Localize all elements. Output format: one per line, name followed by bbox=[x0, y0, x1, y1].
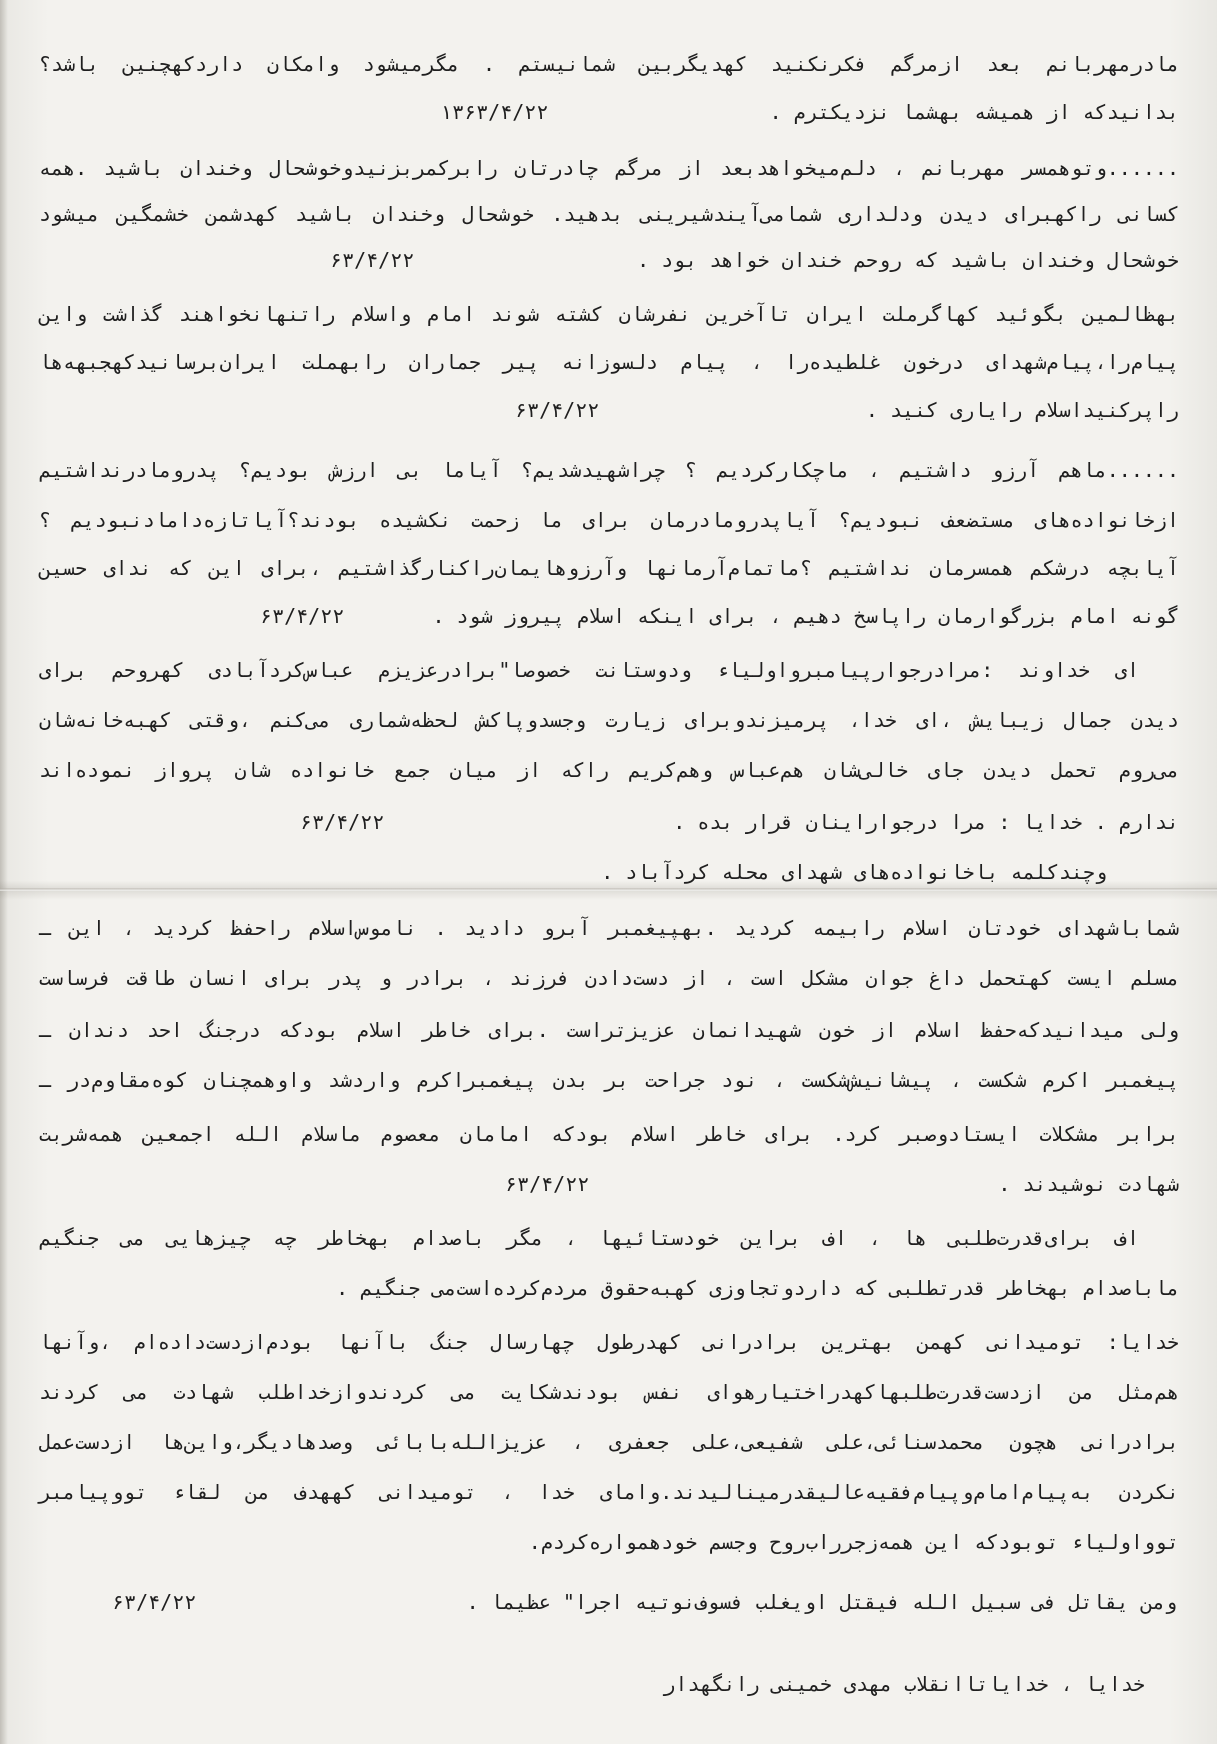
letter-line-26: خدایا: تومیدانی کهمن بهترین برادرانی کهدرطول چهارسال جنگ باآنها بودم‌ازدست‌داده‌ام ،وآنها bbox=[39, 1330, 1179, 1354]
date-stamp-2: ۶۳/۴/۲۲ bbox=[330, 248, 415, 272]
letter-line-17: وچندکلمه باخانواده‌های شهدای محله کردآباد . bbox=[601, 860, 1107, 884]
letter-line-6: بهظالمین بگوئید کهاگرملت ایران تاآخرین نفرشان کشته شوند امام واسلام راتنهانخواهند گذاشت واین bbox=[39, 302, 1179, 326]
date-stamp-6: ۶۳/۴/۲۲ bbox=[505, 1172, 590, 1196]
letter-line-5: خوشحال وخندان باشید که روحم خندان خواهد بود . bbox=[637, 248, 1179, 272]
letter-line-27: هم‌مثل من ازدست‌قدرت‌طلبهاکهدراختیارهوای نفس بودندشکایت می کردندوازخداطلب شهادت می کردند bbox=[39, 1380, 1179, 1404]
paper-fold-crease bbox=[0, 888, 1217, 891]
letter-line-14: دیدن جمال زیبایش ،ای خدا، پرمیزندوبرای زیارت وجسدوپاکش لحظه‌شماری می‌کنم ،وقتی کهبه‌خانه‌شان bbox=[39, 708, 1179, 732]
letter-line-2: بدانیدکه از همیشه بهشما نزدیکترم . bbox=[769, 100, 1179, 124]
letter-line-21: پیغمبر اکرم شکست ، پیشانیش‌شکست ، نود جراحت بر بدن پیغمبراکرم واردشد واوهمچنان کوه‌مقاوم‌در ـ bbox=[39, 1068, 1179, 1092]
letter-line-18: شماباشهدای خودتان اسلام رابیمه کردید .بهپیغمبر آبرو دادید . ناموس‌اسلام راحفظ کردید ، این ـ bbox=[39, 916, 1179, 940]
letter-line-13: ای خداوند :مرادرجوارپیامبرواولیاء ودوستانت خصوصا"برادرعزیزم عباس‌کردآبادی کهروحم برای bbox=[39, 658, 1139, 682]
letter-line-28: برادرانی هچون محمدسنائی،علی شفیعی،علی جعفری ، عزیزالله‌بابائی وصدهادیگر،واین‌ها ازدست‌عمل bbox=[39, 1430, 1179, 1454]
letter-line-11: آیابچه درشکم همسرمان نداشتیم ؟ماتمام‌آرمانها وآرزوهایمان‌راکنارگذاشتیم ،برای این که ندای حسین bbox=[39, 556, 1179, 580]
letter-line-31: ومن یقاتل فی سبیل الله فیقتل اویغلب فسوف‌نوتیه اجرا" عظیما . bbox=[466, 1590, 1177, 1614]
date-stamp-7: ۶۳/۴/۲۲ bbox=[112, 1590, 197, 1614]
closing-prayer-line: خدایا ، خدایاتاانقلاب مهدی خمینی رانگهدار bbox=[663, 1672, 1145, 1696]
letter-line-20: ولی میدانیدکه‌حفظ اسلام از خون شهیدانمان عزیزتراست .برای خاطر اسلام بودکه درجنگ احد دندان ـ bbox=[39, 1018, 1179, 1042]
letter-line-24: اف برای‌قدرت‌طلبی ها ، اف براین خودستائیها ، مگر باصدام بهخاطر چه چیزهایی می جنگیم bbox=[39, 1226, 1139, 1250]
letter-line-25: ماباصدام بهخاطر قدرتطلبی که داردوتجاوزی کهبه‌حقوق مردم‌کرده‌است‌می جنگیم . bbox=[336, 1276, 1179, 1300]
letter-line-12: گونه امام بزرگوارمان راپاسخ دهیم ، برای اینکه اسلام پیروز شود . bbox=[432, 604, 1179, 628]
letter-line-9: ......ماهم آرزو داشتیم ، ماچکارکردیم ؟ چراشهیدشدیم؟ آیاما بی ارزش بودیم؟ پدرومادرنداشتیم bbox=[39, 458, 1179, 482]
letter-line-1: مادرمهربانم بعد ازمرگم فکرنکنید کهدیگربین شمانیستم . مگرمیشود وامکان داردکهچنین باشد؟ bbox=[39, 52, 1179, 76]
letter-line-7: پیام‌را،پیام‌شهدای درخون غلطیده‌را ، پیام دلسوزانه پیر جماران رابهملت ایران‌برسانیدکهجبهه‌ها bbox=[39, 350, 1179, 374]
letter-line-29: نکردن به‌پیام‌امام‌وپیام‌فقیه‌عالیقدرمینالیدند.وامای خدا ، تومیدانی کههدف من لقاء تووپیامبر bbox=[39, 1480, 1179, 1504]
letter-line-10: ازخانواده‌های مستضعف نبودیم؟ آیاپدرومادرمان برای ما زحمت نکشیده بودند؟آیاتازه‌دامادنبودیم ؟ bbox=[39, 508, 1179, 532]
letter-line-22: برابر مشکلات ایستادوصبر کرد. برای خاطر اسلام بودکه امامان معصوم ماسلام الله اجمعین همه‌شربت bbox=[39, 1122, 1179, 1146]
letter-line-8: راپرکنیداسلام رایاری کنید . bbox=[865, 398, 1179, 422]
date-stamp-5: ۶۳/۴/۲۲ bbox=[300, 810, 385, 834]
date-stamp-3: ۶۳/۴/۲۲ bbox=[515, 398, 600, 422]
paper-edge-shadow bbox=[0, 0, 8, 1744]
letter-line-3: ......وتوهمسر مهربانم ، دلم‌میخواهدبعد از مرگم چادرتان رابرکمربزنیدوخوشحال وخندان باشید .همه bbox=[39, 156, 1179, 180]
date-stamp-1: ۱۳۶۳/۴/۲۲ bbox=[440, 100, 549, 124]
letter-line-30: توواولیاء توبودکه این همه‌زجرراب‌روح وجسم خودهمواره‌کردم. bbox=[528, 1530, 1179, 1554]
letter-line-4: کسانی راکهبرای دیدن ودلداری شمامی‌آیندشیرینی بدهید. خوشحال وخندان باشید کهدشمن خشمگین میشود bbox=[39, 202, 1179, 226]
letter-line-16: ندارم . خدایا : مرا درجواراینان قرار بده . bbox=[673, 810, 1179, 834]
date-stamp-4: ۶۳/۴/۲۲ bbox=[260, 604, 345, 628]
letter-line-23: شهادت نوشیدند . bbox=[998, 1172, 1179, 1196]
letter-line-15: می‌روم تحمل دیدن جای خالی‌شان هم‌عباس وهم‌کریم راکه از میان جمع خانواده شان پرواز نموده‌اند bbox=[39, 758, 1179, 782]
letter-line-19: مسلم ایست کهتحمل داغ جوان مشکل است ، از دست‌دادن فرزند ، برادر و پدر برای انسان طاقت فرساست bbox=[39, 966, 1179, 990]
